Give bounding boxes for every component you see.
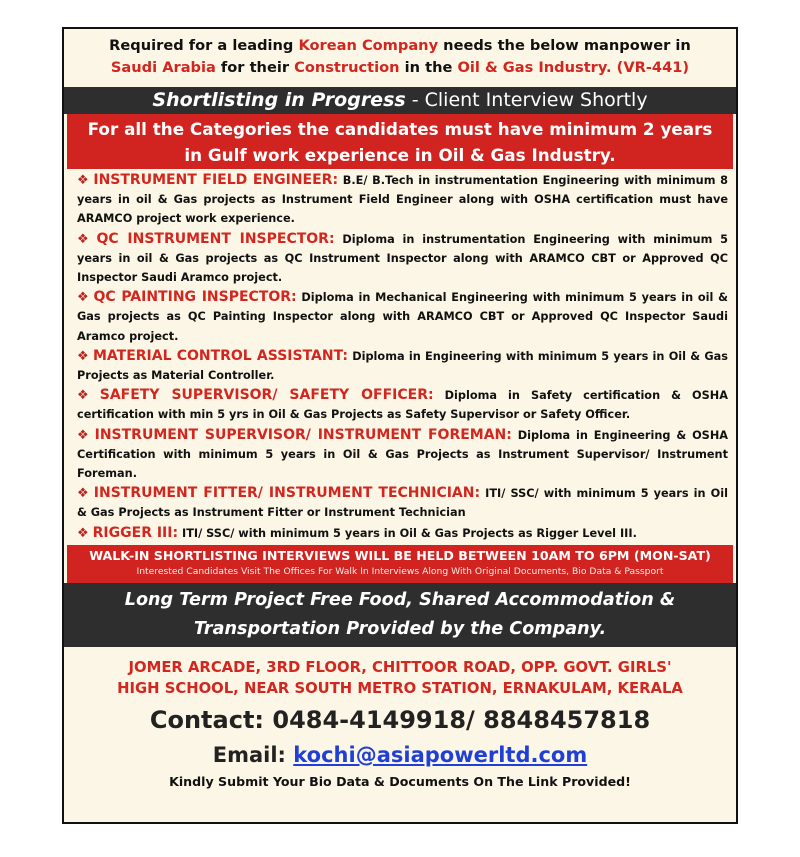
job-item [77, 230, 728, 288]
diamond-bullet-icon: ❖ [77, 290, 90, 306]
walkin-schedule: WALK-IN SHORTLISTING INTERVIEWS WILL BE HELD BETWEEN 10AM TO 6PM (MON-SAT) [89, 547, 711, 563]
interview-note: - Client Interview Shortly [405, 89, 648, 111]
job-item [77, 484, 728, 522]
sector-name: Construction [294, 59, 400, 76]
diamond-bullet-icon: ❖ [77, 173, 90, 188]
diamond-bullet-icon: ❖ [77, 388, 96, 404]
header-in: in the [399, 59, 458, 76]
job-item [77, 288, 728, 346]
email-link[interactable]: kochi@asiapowerltd.com [293, 742, 588, 767]
job-description: Diploma in Mechanical Engineering with minimum 5 years in oil & Gas projects as QC Painting Inspector along with ARAMCO CBT or Approved QC Inspector Saudi Aramco project. [77, 291, 728, 343]
job-item [77, 347, 728, 385]
job-description: ITI/ SSC/ with minimum 5 years in Oil & Gas Projects as Instrument Fitter or Instrument Technician [77, 487, 728, 520]
benefits-banner [64, 583, 736, 647]
job-advertisement-poster [62, 27, 738, 824]
shortlisting-status: Shortlisting in Progress [152, 89, 406, 111]
phone-numbers: 0484-4149918/ 8848457818 [272, 705, 651, 734]
email-label: Email: [212, 742, 294, 767]
header-middle: needs the below manpower in [438, 37, 691, 54]
walkin-instructions: Interested Candidates Visit The Offices For Walk In Interviews Along With Original Documents, Bio Data & Passport [136, 565, 664, 577]
header-intro: Required for a leading [109, 37, 299, 54]
job-title: RIGGER III: [92, 524, 179, 541]
email-line [64, 737, 736, 771]
benefits-line-1: Long Term Project Free Food, Shared Accommodation & [124, 589, 676, 610]
contact-line [64, 699, 736, 737]
requirement-line-1: For all the Categories the candidates must have minimum 2 years [87, 119, 713, 139]
header-for: for their [215, 59, 295, 76]
job-title: MATERIAL CONTROL ASSISTANT: [92, 347, 348, 364]
job-description: Diploma in instrumentation Engineering with minimum 5 years in oil & Gas projects as QC Instrument Inspector along with ARAMCO CBT or Approved QC Inspector Saudi Aramco project. [77, 232, 728, 285]
diamond-bullet-icon: ❖ [77, 231, 93, 247]
walkin-banner [67, 545, 733, 583]
shortlisting-banner [64, 87, 736, 114]
address-line-1: JOMER ARCADE, 3RD FLOOR, CHITTOOR ROAD, OPP. GOVT. GIRLS' [128, 658, 672, 676]
office-address [64, 647, 736, 699]
job-description: Diploma in Engineering with minimum 5 years in Oil & Gas Projects as Material Controller. [77, 349, 728, 383]
job-title: SAFETY SUPERVISOR/ SAFETY OFFICER: [99, 387, 434, 404]
diamond-bullet-icon: ❖ [77, 486, 90, 502]
country-name: Saudi Arabia [110, 59, 216, 76]
job-title: INSTRUMENT SUPERVISOR/ INSTRUMENT FOREMAN: [94, 426, 512, 443]
company-name: Korean Company [298, 37, 439, 54]
job-list [64, 169, 736, 543]
job-item [77, 426, 728, 484]
contact-label: Contact: [149, 705, 273, 734]
address-line-2: HIGH SCHOOL, NEAR SOUTH METRO STATION, ERNAKULAM, KERALA [117, 679, 683, 697]
job-item [77, 171, 728, 229]
diamond-bullet-icon: ❖ [77, 348, 89, 364]
job-description: ITI/ SSC/ with minimum 5 years in Oil & Gas Projects as Rigger Level III. [178, 526, 637, 540]
submission-note: Kindly Submit Your Bio Data & Documents On The Link Provided! [169, 773, 631, 789]
header-text [64, 29, 736, 87]
requirement-banner [67, 114, 733, 169]
job-title: QC INSTRUMENT INSPECTOR: [96, 230, 335, 247]
requirement-line-2: in Gulf work experience in Oil & Gas Industry. [184, 145, 616, 165]
diamond-bullet-icon: ❖ [77, 427, 91, 443]
job-item [77, 524, 728, 543]
job-description: Diploma in Safety certification & OSHA certification with min 5 yrs in Oil & Gas Projects as Safety Supervisor or Safety Officer. [77, 389, 728, 422]
job-title: INSTRUMENT FITTER/ INSTRUMENT TECHNICIAN: [93, 485, 481, 502]
job-description: B.E/ B.Tech in instrumentation Engineering with minimum 8 years in oil & Gas projects as Instrument Field Engineer along with OSHA certification must have ARAMCO project work experience. [77, 174, 728, 226]
job-description: Diploma in Engineering & OSHA Certification with minimum 5 years in Oil & Gas Projects as Instrument Supervisor/ Instrument Foreman. [77, 428, 729, 481]
job-title: QC PAINTING INSPECTOR: [93, 289, 297, 306]
diamond-bullet-icon: ❖ [77, 525, 89, 541]
job-title: INSTRUMENT FIELD ENGINEER: [93, 172, 339, 188]
benefits-line-2: Transportation Provided by the Company. [193, 618, 607, 639]
job-item [77, 386, 728, 424]
industry-reference: Oil & Gas Industry. (VR-441) [457, 59, 690, 76]
